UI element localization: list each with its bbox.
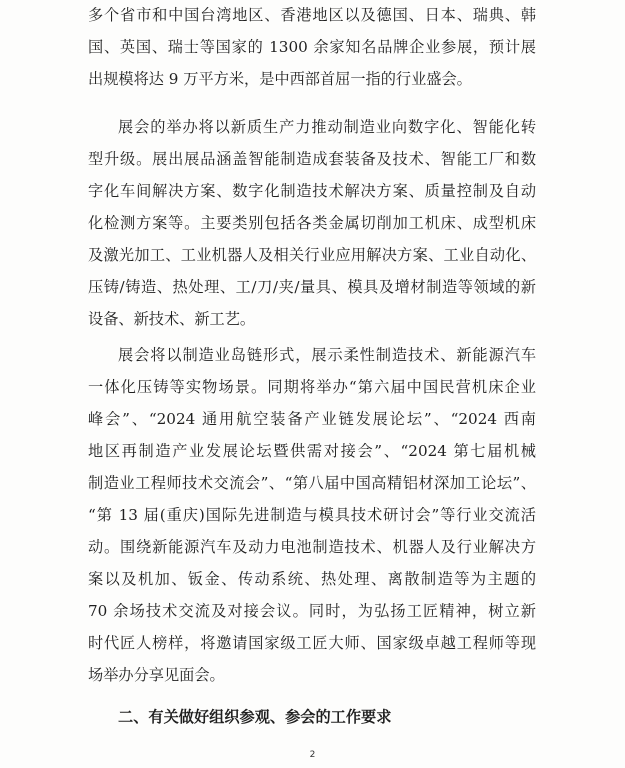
paragraph-3-line-4: 地区再制造产业发展论坛暨供需对接会”、“2024 第七届机械	[88, 442, 536, 460]
section-heading: 二、有关做好组织参观、参会的工作要求	[118, 708, 392, 726]
paragraph-3-line-5: 制造业工程师技术交流会”、“第八届中国高精铝材深加工论坛”、	[88, 474, 536, 492]
paragraph-2-line-7: 设备、新技术、新工艺。	[88, 310, 256, 328]
paragraph-3-line-3: 峰会”、“2024 通用航空装备产业链发展论坛”、“2024 西南	[88, 410, 536, 428]
page-number: 2	[309, 750, 316, 760]
paragraph-2-line-4: 化检测方案等。主要类别包括各类金属切削加工机床、成型机床	[88, 214, 536, 232]
paragraph-2-line-1: 展会的举办将以新质生产力推动制造业向数字化、智能化转	[118, 118, 536, 136]
paragraph-1-line-3: 出规模将达 9 万平方米，是中西部首屈一指的行业盛会。	[88, 70, 472, 88]
paragraph-3-line-2: 一体化压铸等实物场景。同期将举办“第六届中国民营机床企业	[88, 378, 536, 396]
paragraph-3-line-6: “第 13 届(重庆)国际先进制造与模具技术研讨会”等行业交流活	[88, 506, 536, 524]
paragraph-1-line-2: 国、英国、瑞士等国家的 1300 余家知名品牌企业参展，预计展	[88, 38, 536, 56]
paragraph-3-line-10: 时代匠人榜样，将邀请国家级工匠大师、国家级卓越工程师等现	[88, 634, 536, 652]
paragraph-3-line-11: 场举办分享见面会。	[88, 666, 225, 684]
paragraph-2-line-2: 型升级。展出展品涵盖智能制造成套装备及技术、智能工厂和数	[88, 150, 536, 168]
paragraph-3-line-7: 动。围绕新能源汽车及动力电池制造技术、机器人及行业解决方	[88, 538, 536, 556]
paragraph-2-line-3: 字化车间解决方案、数字化制造技术解决方案、质量控制及自动	[88, 182, 536, 200]
paragraph-3-line-9: 70 余场技术交流及对接会议。同时，为弘扬工匠精神，树立新	[88, 602, 536, 620]
paragraph-2-line-6: 压铸/铸造、热处理、工/刀/夹/量具、模具及增材制造等领域的新	[88, 278, 536, 296]
paragraph-3-line-8: 案以及机加、钣金、传动系统、热处理、离散制造等为主题的	[88, 570, 536, 588]
paragraph-3-line-1: 展会将以制造业岛链形式，展示柔性制造技术、新能源汽车	[118, 346, 536, 364]
paragraph-1-line-1: 多个省市和中国台湾地区、香港地区以及德国、日本、瑞典、韩	[88, 6, 536, 24]
paragraph-2-line-5: 及激光加工、工业机器人及相关行业应用解决方案、工业自动化、	[88, 246, 536, 264]
